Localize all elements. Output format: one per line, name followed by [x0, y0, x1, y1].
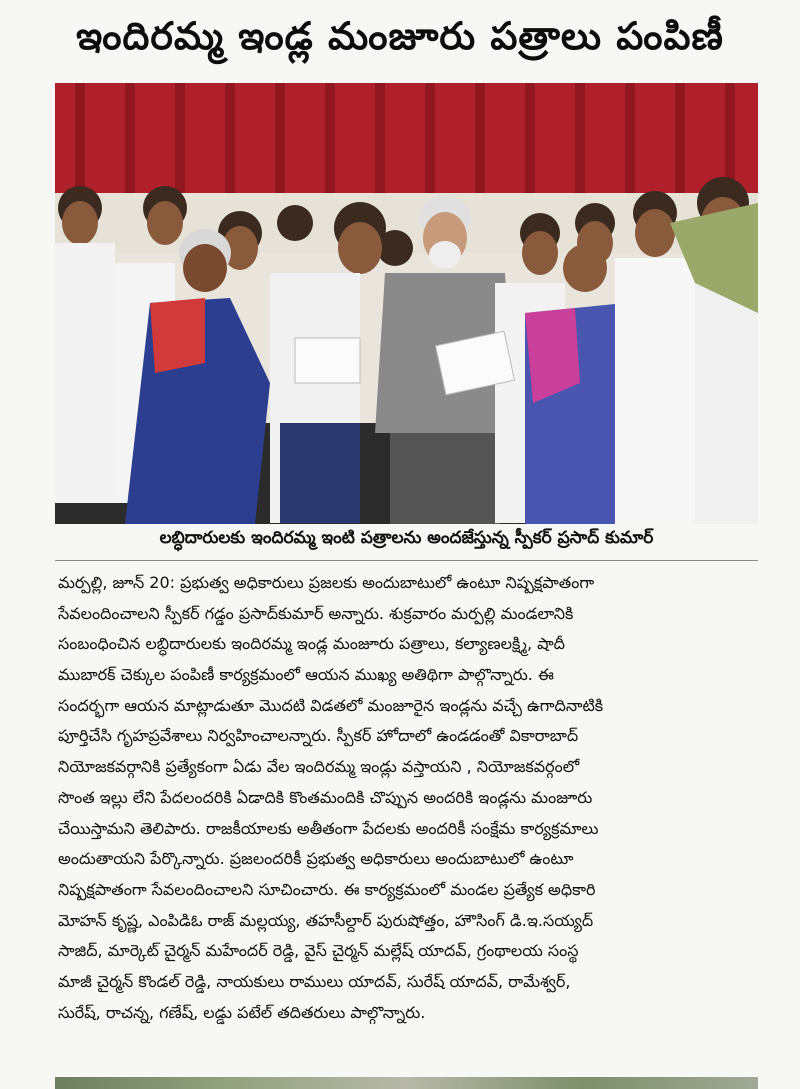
- body-line: సాజిద్, మార్కెట్ చైర్మన్ మహేందర్ రెడ్డి, వైస్ చైర్మన్ మల్లేష్ యాదవ్, గ్రంథాలయ సంస్థ: [58, 941, 579, 961]
- body-line: సంబంధించిన లబ్ధిదారులకు ఇందిరమ్మ ఇండ్ల మంజూరు పత్రాలు, కల్యాణలక్ష్మి, షాదీ: [58, 634, 565, 654]
- photo-caption: లబ్ధిదారులకు ఇందిరమ్మ ఇంటి పత్రాలను అందజేస్తున్న స్పీకర్ ప్రసాద్ కుమార్: [159, 528, 654, 548]
- body-line: పూర్తిచేసి గృహప్రవేశాలు నిర్వహించాలన్నారు. స్పీకర్ హోదాలో ఉండడంతో వికారాబాద్: [58, 726, 579, 746]
- news-photo: [55, 83, 758, 524]
- body-line: చేయిస్తామని తెలిపారు. రాజకీయాలకు అతీతంగా పేదలకు అందరికీ సంక్షేమ కార్యక్రమాలు: [58, 818, 599, 838]
- body-line: నిష్పక్షపాతంగా సేవలందించాలని సూచించారు. ఈ కార్యక్రమంలో మండల ప్రత్యేక అధికారి: [58, 879, 596, 899]
- body-line: మర్పల్లి, జూన్ 20: ప్రభుత్వ అధికారులు ప్రజలకు అందుబాటులో ఉంటూ నిష్పక్షపాతంగా: [58, 573, 595, 592]
- body-line: సొంత ఇల్లు లేని పేదలందరికి ఏడాదికి కొంతమందికి చొప్పున అందరికి ఇండ్లను మంజూరు: [58, 787, 593, 807]
- body-line: అందుతాయని పేర్కొన్నారు. ప్రజలందరికీ ప్రభుత్వ అధికారులు అందుబాటులో ఉంటూ: [58, 849, 574, 869]
- caption-divider: [55, 560, 758, 561]
- headline: ఇందిరమ్మ ఇండ్ల మంజూరు పత్రాలు పంపిణీ: [76, 14, 724, 58]
- body-line: నియోజకవర్గానికి ప్రత్యేకంగా ఏడు వేల ఇందిరమ్మ ఇండ్లు వస్తాయని , నియోజకవర్గంలో: [58, 757, 580, 777]
- body-line: ముబారక్ చెక్కుల పంపిణీ కార్యక్రమంలో ఆయన ముఖ్య అతిథిగా పాల్గొన్నారు. ఈ: [58, 665, 554, 685]
- next-photo-edge: [55, 1077, 758, 1089]
- body-line: మాజీ చైర్మన్ కొండల్ రెడ్డి, నాయకులు రాములు యాదవ్, సురేష్ యాదవ్, రామేశ్వర్,: [58, 971, 571, 991]
- body-line: సేవలందించాలని స్పీకర్ గడ్డం ప్రసాద్‌కుమార్ అన్నారు. శుక్రవారం మర్పల్లి మండలానికి: [58, 603, 574, 623]
- article-body: [58, 568, 758, 1028]
- body-line: సందర్భగా ఆయన మాట్లాడుతూ మొదటి విడతలో మంజూరైన ఇండ్లను వచ్చే ఉగాదినాటికి: [58, 695, 604, 715]
- body-line: మోహన్ కృష్ణ, ఎంపిడిఓ రాజ్ మల్లయ్య, తహసీల్దార్ పురుషోత్తం, హౌసింగ్ డి.ఇ.సయ్యద్: [58, 910, 594, 930]
- body-line: సురేష్, రాచన్న, గణేష్, లడ్డు పటేల్ తదితరులు పాల్గొన్నారు.: [58, 1002, 426, 1022]
